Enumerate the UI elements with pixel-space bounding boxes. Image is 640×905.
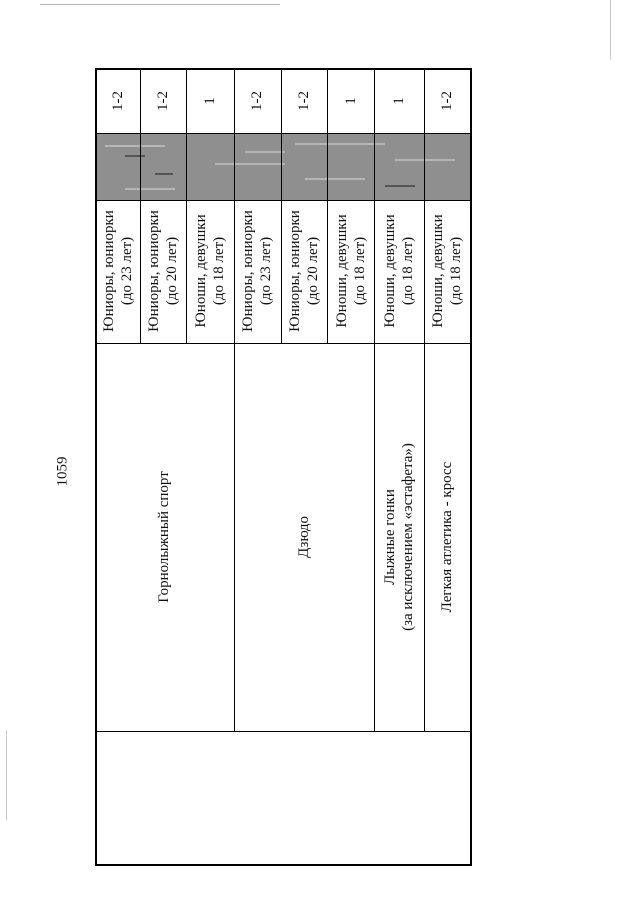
table-border [95,864,471,866]
table-cell-group: Юноши, девушки (до 18 лет) [193,214,227,328]
table-cell-group: Юниоры, юниорки (до 20 лет) [287,210,321,332]
page-number: 1059 [54,456,71,487]
table-cell-value: 1 [391,97,407,105]
table-cell-group: Юноши, девушки (до 18 лет) [430,214,464,328]
table-cell-group: Юниоры, юниорки (до 23 лет) [240,210,274,332]
table-cell-value: 1-2 [110,91,126,111]
scan-edge-line [6,730,7,820]
table-cell-value: 1 [202,97,218,105]
table-border [95,68,471,70]
table-cell-value: 1-2 [296,91,312,111]
table-cell-sport: Дзюдо [296,515,312,559]
table-cell-group: Юниоры, юниорки (до 23 лет) [101,210,135,332]
obscured-column [95,133,471,200]
table-border [95,68,97,866]
table-cell-value: 1-2 [439,91,455,111]
table-cell-value: 1-2 [155,91,171,111]
table-border [470,68,472,866]
table-cell-sport: Легкая атлетика - кросс [439,461,455,613]
table-cell-value: 1 [343,97,359,105]
table-cell-group: Юноши, девушки (до 18 лет) [334,214,368,328]
table-cell-group: Юноши, девушки (до 18 лет) [382,214,416,328]
table-cell-sport: Горнолыжный спорт [156,471,172,603]
table-cell-group: Юниоры, юниорки (до 20 лет) [146,210,180,332]
scan-edge-line [610,0,611,60]
table-cell-sport: Лыжные гонки (за исключением «эстафета») [382,443,416,631]
table-cell-value: 1-2 [249,91,265,111]
scan-edge-line [40,4,280,5]
